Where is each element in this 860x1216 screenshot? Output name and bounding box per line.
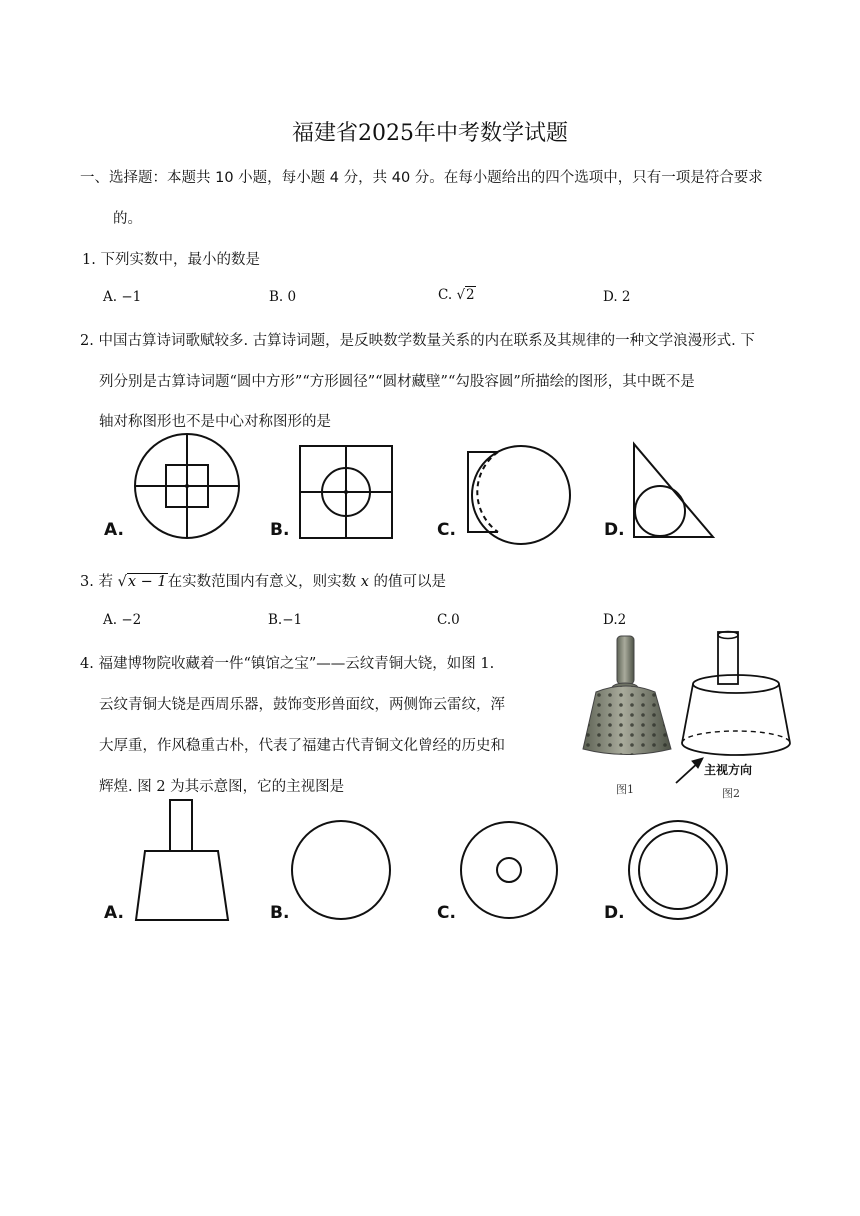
figure1-caption: 图1 [616, 783, 634, 796]
q3-option-b: B.−1 [268, 612, 303, 628]
q2-label-b: B. [270, 520, 290, 540]
q4-a-handle [170, 800, 192, 851]
sqrt-symbol: √2 [456, 287, 475, 303]
q4-line2: 云纹青铜大铙是西周乐器，鼓饰变形兽面纹，两侧饰云雷纹，浑 [99, 697, 505, 713]
q3-option-a: A. −2 [103, 612, 142, 628]
q2-label-a: A. [104, 520, 124, 540]
q2-line1: 2. 中国古算诗词歌赋较多. 古算诗词题，是反映数学数量关系的内在联系及其规律的一种文学浪漫形式. 下 [80, 333, 755, 349]
q4-label-a: A. [104, 903, 124, 923]
q4-label-d: D. [604, 903, 625, 923]
section-heading-line2: 的。 [113, 211, 142, 227]
q4-line1: 4. 福建博物院收藏着一件“镇馆之宝”——云纹青铜大铙，如图 1. [80, 656, 495, 672]
q4-d-outer-circle [629, 821, 727, 919]
q3-suffix-a: 在实数范围内有意义，则实数 [167, 574, 357, 590]
q3-prefix: 3. 若 [80, 574, 113, 590]
q2-line3: 轴对称图形也不是中心对称图形的是 [99, 414, 331, 430]
q4-c-outer-circle [461, 822, 557, 918]
q3-var: x [360, 574, 369, 590]
q2-line2: 列分别是古算诗词题“圆中方形”“方形圆径”“圆材藏壁”“勾股容圆”所描绘的图形，其中既不是 [99, 374, 695, 390]
q2-label-c: C. [437, 520, 456, 540]
q4-label-c: C. [437, 903, 456, 923]
q4-a-trapezoid [136, 851, 228, 920]
q3-radicand: x − 1 [127, 574, 167, 590]
q4-figure-b [270, 821, 390, 923]
view-direction-label: 主视方向 [704, 763, 753, 777]
q4-c-inner-circle [497, 858, 521, 882]
q3-option-c: C.0 [437, 612, 460, 628]
q3-suffix-b: 的值可以是 [373, 574, 446, 590]
q4-figure-c [437, 822, 557, 923]
q1-option-a: A. −1 [103, 289, 142, 305]
q1-stem: 1. 下列实数中，最小的数是 [82, 252, 260, 268]
q4-b-circle [292, 821, 390, 919]
q4-label-b: B. [270, 903, 290, 923]
q1-option-c-radicand: 2 [466, 287, 475, 303]
q2-label-d: D. [604, 520, 625, 540]
q3-option-d: D.2 [603, 612, 627, 628]
q4-line4: 辉煌. 图 2 为其示意图，它的主视图是 [99, 779, 345, 795]
q4-d-inner-circle [639, 831, 717, 909]
q4-figure-a [104, 800, 228, 923]
q4-figure-d [604, 821, 727, 923]
section-heading-line1: 一、选择题：本题共 10 小题，每小题 4 分，共 40 分。在每小题给出的四个选项中，只有一项是符合要求 [80, 170, 763, 186]
q4-line3: 大厚重，作风稳重古朴，代表了福建古代青铜文化曾经的历史和 [99, 738, 505, 754]
page-title: 福建省2025年中考数学试题 [292, 121, 568, 146]
q1-option-d: D. 2 [603, 289, 631, 305]
q1-option-b: B. 0 [269, 289, 297, 305]
sqrt-symbol: √x − 1 [117, 574, 167, 590]
figure2-caption: 图2 [722, 787, 740, 800]
q1-option-c-label: C. [438, 287, 453, 303]
